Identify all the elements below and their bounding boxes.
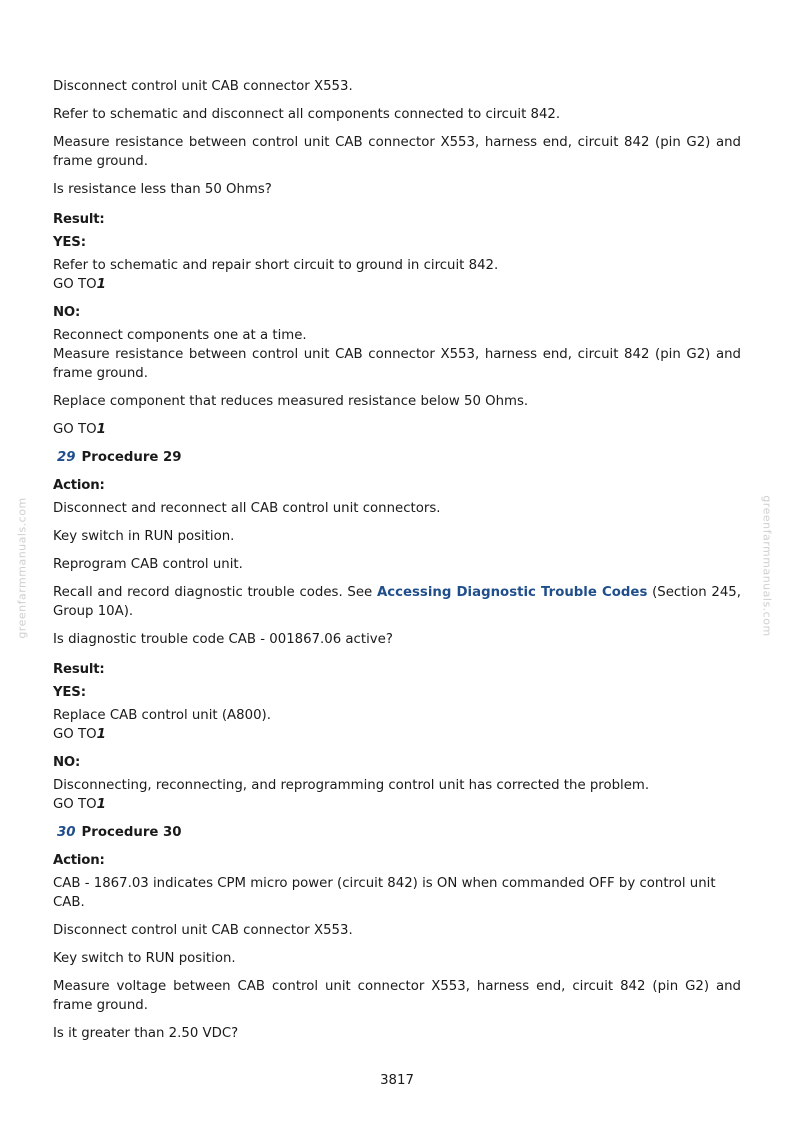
result-label: Result: bbox=[53, 662, 105, 677]
goto-link[interactable] bbox=[53, 725, 741, 744]
no-label: NO: bbox=[53, 755, 81, 770]
page-number: 3817 bbox=[380, 1073, 414, 1088]
no-text: Measure resistance between control unit CAB connector X553, harness end, circuit 842 (pin G2) and frame ground. bbox=[53, 347, 741, 381]
goto-number: 1 bbox=[96, 277, 106, 292]
yes-block bbox=[53, 256, 741, 294]
step-text bbox=[53, 583, 741, 621]
goto-text: GO TO bbox=[53, 797, 97, 812]
no-text: Reconnect components one at a time. bbox=[53, 328, 307, 343]
no-text: Replace component that reduces measured resistance below 50 Ohms. bbox=[53, 394, 529, 409]
no-text: Disconnecting, reconnecting, and reprogramming control unit has corrected the problem. bbox=[53, 778, 650, 793]
step-text: Reprogram CAB control unit. bbox=[53, 557, 243, 572]
step-text: Key switch in RUN position. bbox=[53, 529, 235, 544]
procedure-title: Procedure 29 bbox=[81, 450, 182, 465]
procedure-heading bbox=[53, 448, 741, 467]
goto-number: 1 bbox=[96, 727, 106, 742]
procedure-number: 29 bbox=[57, 450, 76, 465]
step-text: CAB - 1867.03 indicates CPM micro power (circuit 842) is ON when commanded OFF by control unit CAB. bbox=[53, 876, 716, 910]
question-text: Is resistance less than 50 Ohms? bbox=[53, 182, 272, 197]
goto-link[interactable] bbox=[53, 795, 741, 814]
step-text-part: (Section 245, Group 10A). bbox=[53, 585, 741, 619]
step-text: Key switch to RUN position. bbox=[53, 951, 236, 966]
goto-text: GO TO bbox=[53, 727, 97, 742]
procedure-title: Procedure 30 bbox=[81, 825, 182, 840]
goto-number: 1 bbox=[96, 797, 106, 812]
step-text: Refer to schematic and disconnect all components connected to circuit 842. bbox=[53, 107, 561, 122]
yes-text: Replace CAB control unit (A800). bbox=[53, 708, 271, 723]
goto-number: 1 bbox=[96, 422, 106, 437]
procedure-heading bbox=[53, 823, 741, 842]
goto-link[interactable] bbox=[53, 420, 741, 439]
step-text: Measure resistance between control unit CAB connector X553, harness end, circuit 842 (pin G2) and frame ground. bbox=[53, 135, 741, 169]
no-block bbox=[53, 326, 741, 383]
question-text: Is it greater than 2.50 VDC? bbox=[53, 1026, 239, 1041]
step-text: Disconnect control unit CAB connector X553. bbox=[53, 79, 353, 94]
question-text: Is diagnostic trouble code CAB - 001867.06 active? bbox=[53, 632, 393, 647]
goto-link[interactable] bbox=[53, 275, 741, 294]
yes-block bbox=[53, 706, 741, 744]
step-text: Measure voltage between CAB control unit connector X553, harness end, circuit 842 (pin G2) and frame ground. bbox=[53, 979, 741, 1013]
step-text: Disconnect and reconnect all CAB control unit connectors. bbox=[53, 501, 441, 516]
no-block bbox=[53, 776, 741, 814]
action-label: Action: bbox=[53, 478, 105, 493]
step-text: Disconnect control unit CAB connector X553. bbox=[53, 923, 353, 938]
watermark-right: greenfarmmanuals.com bbox=[760, 495, 774, 637]
document-body bbox=[53, 77, 741, 1052]
action-label: Action: bbox=[53, 853, 105, 868]
accessing-dtc-link[interactable]: Accessing Diagnostic Trouble Codes bbox=[376, 585, 648, 600]
watermark-left: greenfarmmanuals.com bbox=[15, 497, 29, 639]
yes-text: Refer to schematic and repair short circuit to ground in circuit 842. bbox=[53, 258, 499, 273]
goto-text: GO TO bbox=[53, 422, 97, 437]
goto-text: GO TO bbox=[53, 277, 97, 292]
yes-label: YES: bbox=[53, 235, 86, 250]
yes-label: YES: bbox=[53, 685, 86, 700]
procedure-number: 30 bbox=[57, 825, 76, 840]
result-label: Result: bbox=[53, 212, 105, 227]
step-text-part: Recall and record diagnostic trouble codes. See bbox=[53, 585, 377, 600]
no-label: NO: bbox=[53, 305, 81, 320]
